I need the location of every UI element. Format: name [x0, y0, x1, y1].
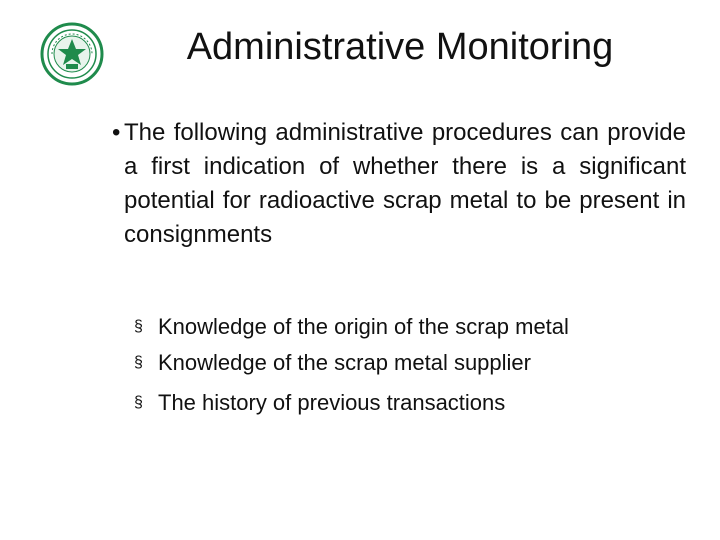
main-bullet-point-icon: • — [112, 119, 121, 146]
section-sign-bullet-icon: § — [134, 318, 143, 335]
sub-bullet-item — [134, 313, 654, 341]
section-sign-bullet-icon: § — [134, 354, 143, 371]
section-sign-bullet-icon: § — [134, 394, 143, 411]
sub-bullet-item — [134, 349, 654, 377]
government-seal-logo — [40, 22, 104, 86]
sub-bullet-text: The history of previous transactions — [158, 390, 506, 415]
sub-bullet-item — [134, 389, 654, 417]
seal-emblem-icon — [40, 22, 104, 86]
sub-bullet-text: Knowledge of the origin of the scrap metal — [158, 314, 569, 339]
slide-title: Administrative Monitoring — [186, 26, 614, 68]
sub-bullet-text: Knowledge of the scrap metal supplier — [158, 350, 531, 375]
main-bullet-text: The following administrative procedures can provide a first indication of whether there is a significant potential for radioactive scrap metal to be present in consignments — [124, 119, 686, 248]
sub-bullet-list — [134, 313, 654, 429]
